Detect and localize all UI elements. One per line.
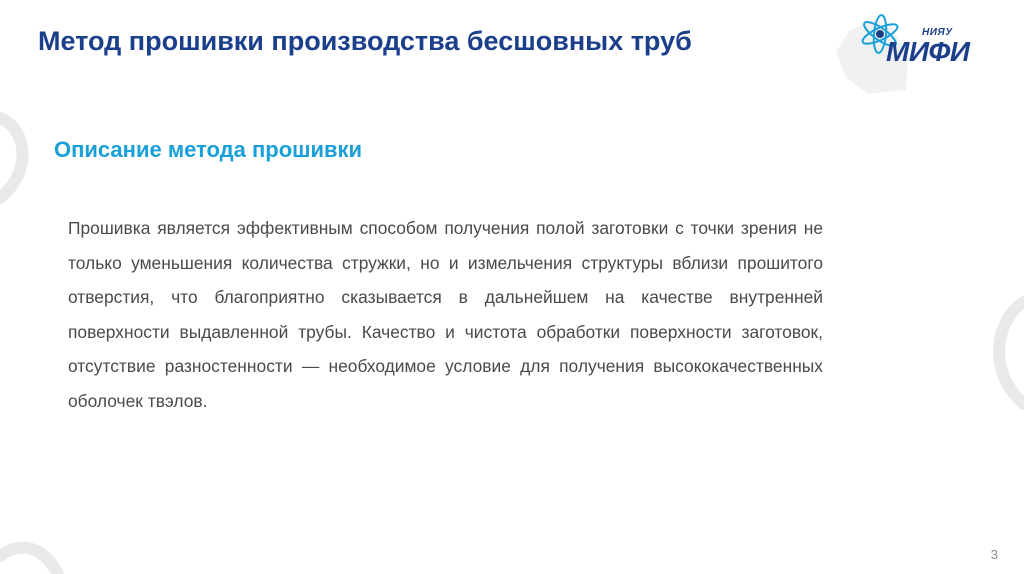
right-ring-arc — [999, 302, 1024, 404]
logo-small-text: НИЯУ — [922, 27, 953, 38]
logo-big-text: МИФИ — [886, 36, 970, 67]
section-subtitle: Описание метода прошивки — [54, 137, 363, 162]
university-logo — [828, 6, 988, 98]
slide-title: Метод прошивки производства бесшовных труб — [38, 26, 692, 56]
atom-nucleus — [876, 30, 884, 38]
left-ring-arc — [0, 118, 23, 198]
body-paragraph: Прошивка является эффективным способом получения полой заготовки с точки зрения не только уменьшения количества стружки, но и измельчения структуры вблизи прошитого отверстия, что благоприятно сказывается в дальнейшем на качестве внутренней поверхности выдавленной трубы. Качество и чистота обработки поверхности заготовок, отсутствие разностенности — необходимое условие для получения высококачественных оболочек твэлов. — [68, 218, 823, 411]
bottom-left-ring-arc — [0, 548, 58, 574]
page-number: 3 — [990, 547, 998, 562]
